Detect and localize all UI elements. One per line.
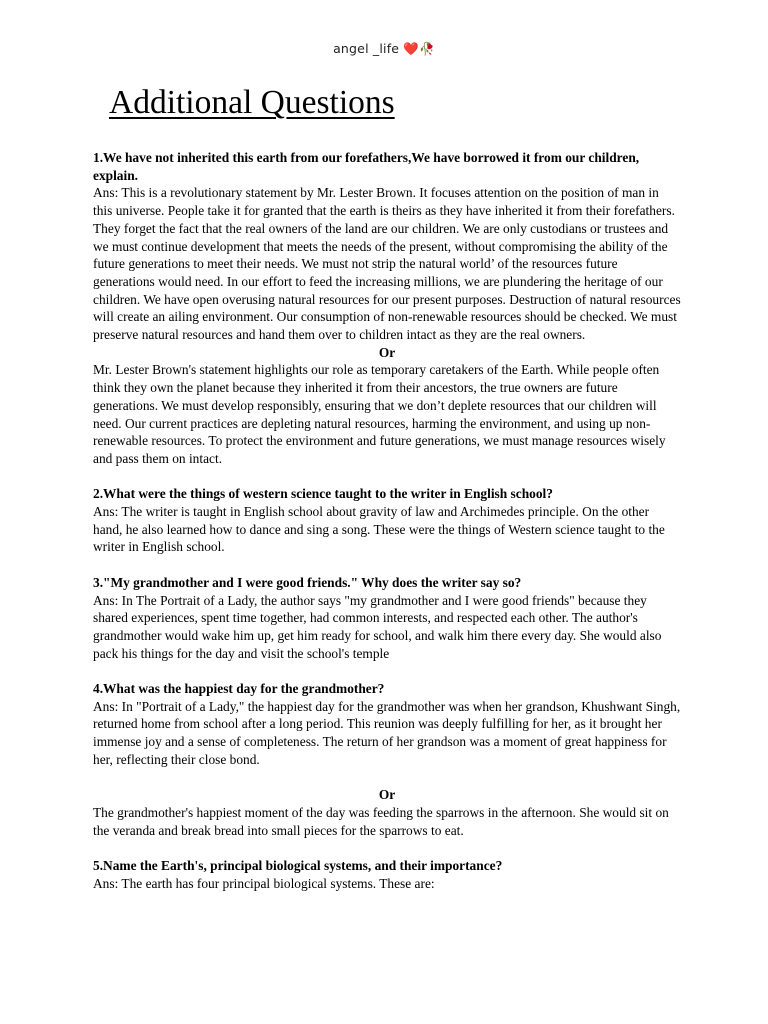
or-separator: Or [378,344,396,360]
answer-text: Ans: This is a revolutionary statement by Mr. Lester Brown. It focuses attention on the position of man in this universe. People take it for granted that the earth is theirs as they have inherited it from their forefathers. They forget the fact that the real owners of the land are our children. We are only custodians or trustees and we must continue development that meets the needs of the present, without compromising the ability of the future generations to meet their needs. We must not strip the natural world’ of the resources future generations would need. In our effort to feed the increasing millions, we are plundering the heritage of our children. We have open overusing natural resources for our present purposes. Destruction of natural resources will create an ailing environment. Our consumption of non-renewable resources should be checked. We must preserve natural resources and hand them over to children intact as they are the real owners. [93,185,681,343]
page-title: Additional Questions [109,84,395,121]
spacer [93,662,681,680]
answer-text: Ans: In "Portrait of a Lady," the happiest day for the grandmother was when her grandson, Khushwant Singh, returned home from school after a long period. This reunion was deeply fulfilling for her, as it brought her immense joy and a sense of completeness. The return of her grandson was a moment of great happiness for her, reflecting their close bond. [93,698,681,767]
spacer [93,839,681,857]
alternate-answer-text: Mr. Lester Brown's statement highlights our role as temporary caretakers of the Earth. While people often think they own the planet because they inherited it from their ancestors, the true owners are future generations. We must develop responsibly, ensuring that we don’t deplete resources that our children will need. Our current practices are depleting natural resources, harming the environment, and using up non-renewable resources. To protect the environment and future generations, we must manage resources wisely and pass them on intact. [93,362,666,466]
question-block-4 [93,680,681,839]
questions-list [93,149,681,892]
question-text: 3."My grandmother and I were good friends." Why does the writer say so? [93,574,522,590]
question-text: 1.We have not inherited this earth from our forefathers,We have borrowed it from our children, explain. [93,150,640,183]
question-text: 5.Name the Earth's, principal biological systems, and their importance? [93,858,503,874]
question-text: 2.What were the things of western science taught to the writer in English school? [93,486,553,502]
question-text: 4.What was the happiest day for the grandmother? [93,681,385,697]
answer-text: Ans: The writer is taught in English school about gravity of law and Archimedes principle. On the other hand, he also learned how to dance and sing a song. These were the things of Western science taught to the writer in English school. [93,504,665,555]
question-block-2 [93,485,681,556]
spacer [93,556,681,574]
header-text: angel _life [333,41,400,56]
question-block-1 [93,149,681,468]
question-block-5 [93,857,681,892]
header-emoji: ❤️🥀 [403,41,435,56]
question-block-3 [93,574,681,663]
page-header [0,41,768,57]
or-separator: Or [378,787,396,803]
alternate-answer-text: The grandmother's happiest moment of the day was feeding the sparrows in the afternoon. She would sit on the veranda and break bread into small pieces for the sparrows to eat. [93,804,669,838]
spacer [93,769,681,787]
answer-text: Ans: In The Portrait of a Lady, the author says "my grandmother and I were good friends" because they shared experiences, spent time together, had common interests, and respected each other. The author's grandmother would wake him up, get him ready for school, and walk him there every day. She would also pack his things for the day and visit the school's temple [93,592,662,661]
spacer [93,468,681,486]
answer-text: Ans: The earth has four principal biological systems. These are: [93,875,435,891]
